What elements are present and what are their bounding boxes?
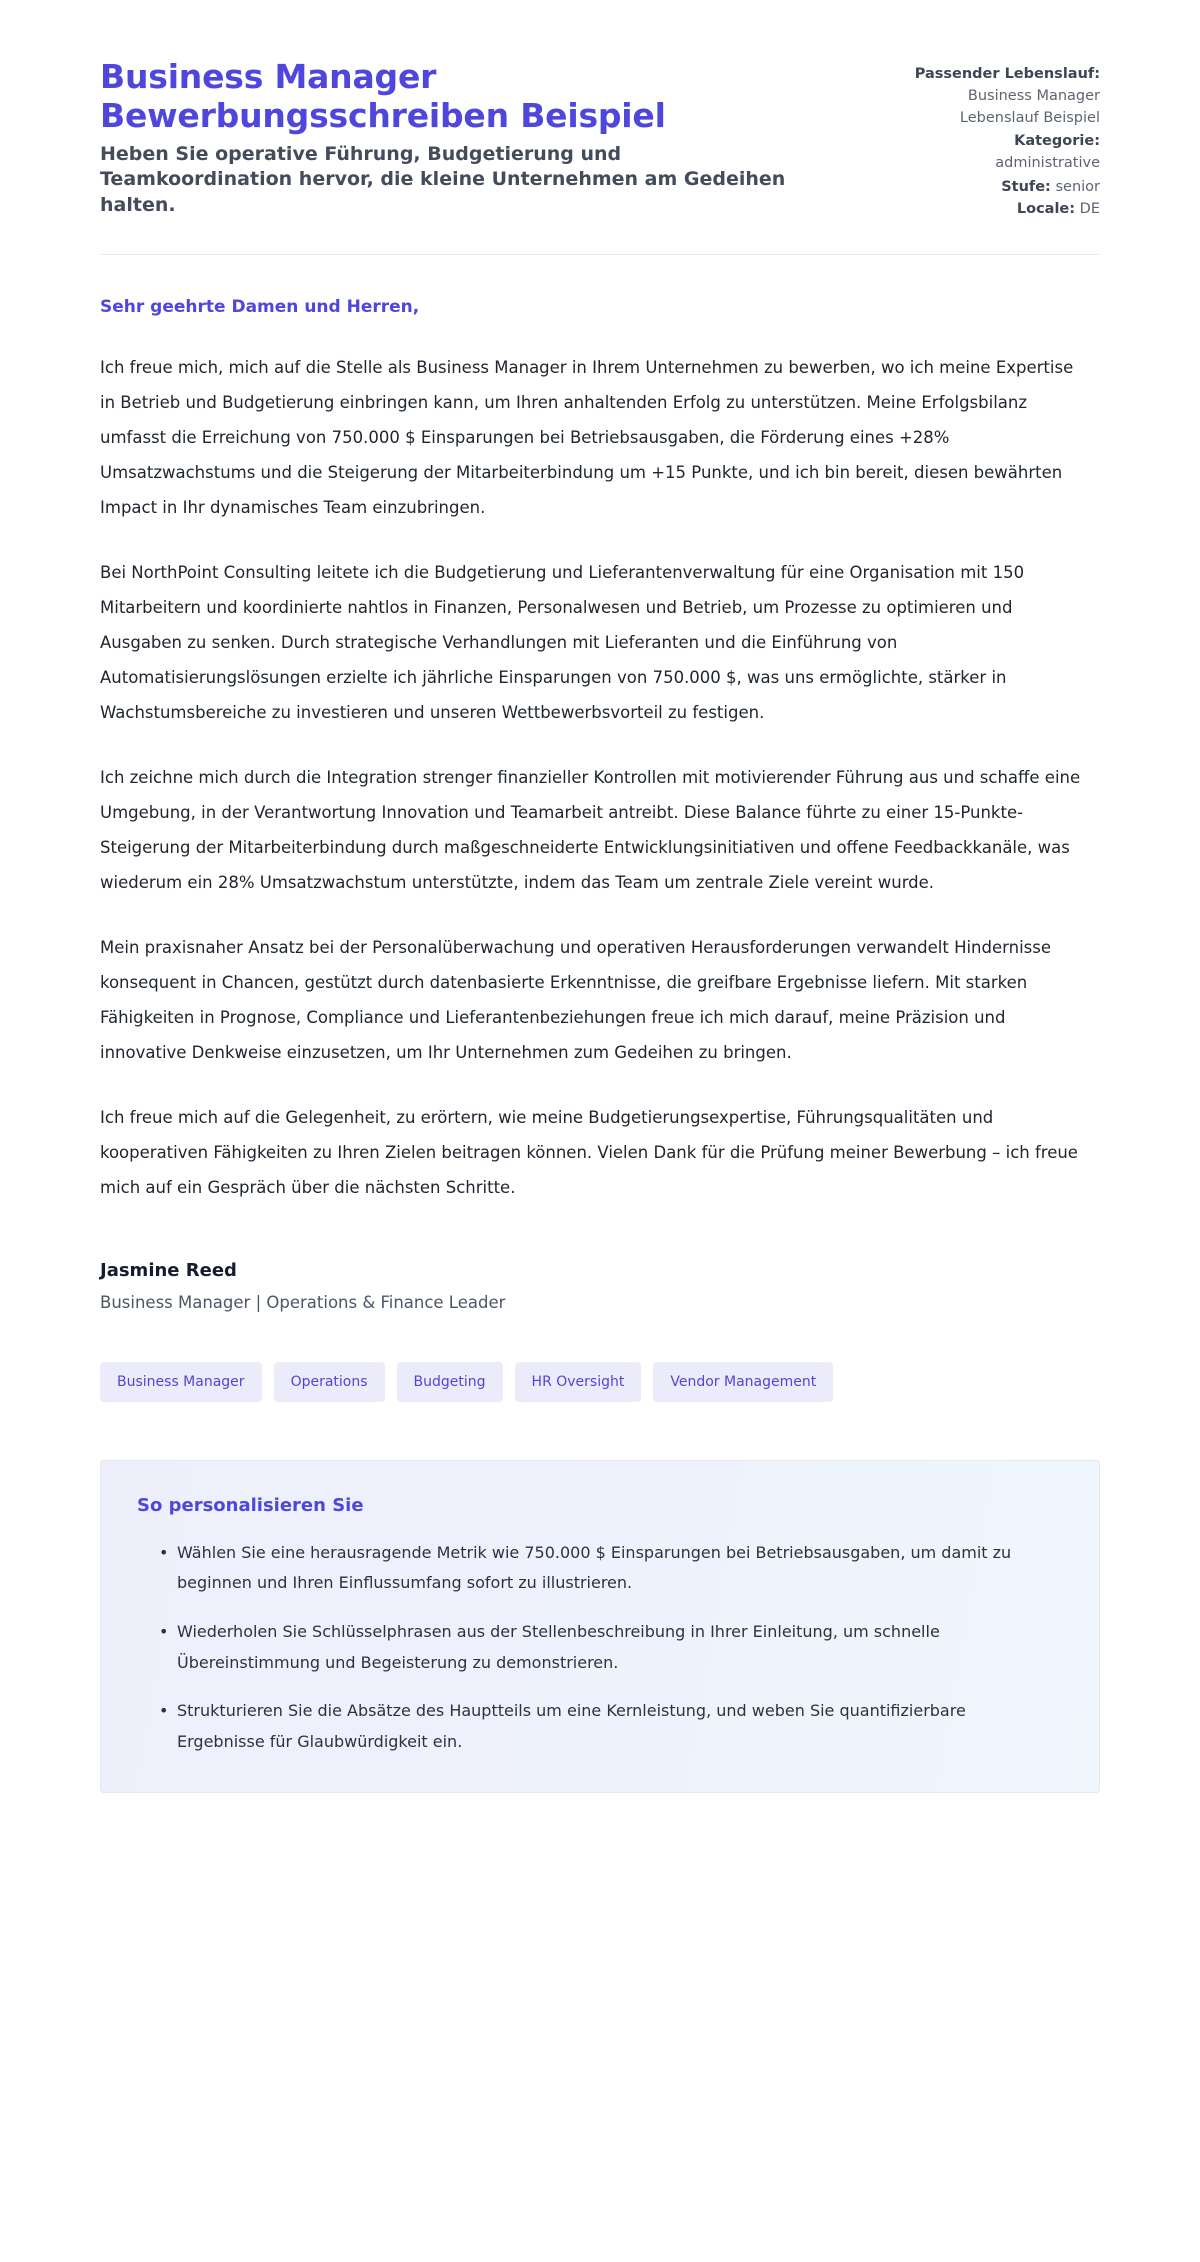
meta-resume-value-line1: Business Manager bbox=[967, 87, 1100, 104]
signature-name: Jasmine Reed bbox=[100, 1259, 237, 1281]
tag-chip[interactable]: Vendor Management bbox=[653, 1362, 833, 1402]
meta-category bbox=[840, 131, 1100, 175]
callout-tip-item: • Wählen Sie eine herausragende Metrik wie 750.000 $ Einsparungen bei Betriebsausgaben, um damit zu beginnen und Ihren Einflussumfang sofort zu illustrieren. bbox=[159, 1538, 1039, 1599]
callout-tip-item: • Strukturieren Sie die Absätze des Hauptteils um eine Kernleistung, und weben Sie quantifizierbare Ergebnisse für Glaubwürdigkeit ein. bbox=[159, 1696, 1039, 1757]
letter-paragraph: Ich freue mich auf die Gelegenheit, zu erörtern, wie meine Budgetierungsexpertise, Führungsqualitäten und kooperativen Fähigkeiten zu Ihren Zielen beitragen können. Vielen Dank für die Prüfung meiner Bewerbung – ich freue mich auf ein Gespräch über die nächsten Schritte. bbox=[100, 1107, 1078, 1197]
letter-paragraph: Bei NorthPoint Consulting leitete ich die Budgetierung und Lieferantenverwaltung für eine Organisation mit 150 Mitarbeitern und koordinierte nahtlos in Finanzen, Personalwesen und Betrieb, um Prozesse zu optimieren und Ausgaben zu senken. Durch strategische Verhandlungen mit Lieferanten und die Einführung von Automatisierungslösungen erzielte ich jährliche Einsparungen von 750.000 $, was uns ermöglichte, stärker in Wachstumsbereiche zu investieren und unseren Wettbewerbsvorteil zu festigen. bbox=[100, 563, 1025, 722]
page-title-line2: Bewerbungsschreiben Beispiel bbox=[100, 95, 666, 135]
meta-matching-resume bbox=[840, 64, 1100, 129]
tag-list bbox=[100, 1312, 1100, 1402]
callout-tip-item: • Wiederholen Sie Schlüsselphrasen aus der Stellenbeschreibung in Ihrer Einleitung, um schnelle Übereinstimmung und Begeisterung zu demonstrieren. bbox=[159, 1617, 1039, 1678]
meta-level-value: senior bbox=[1055, 178, 1100, 195]
callout-tip-list bbox=[137, 1538, 1061, 1758]
meta-locale bbox=[840, 199, 1100, 221]
tag-chip[interactable]: Business Manager bbox=[100, 1362, 262, 1402]
tag-chip[interactable]: Operations bbox=[274, 1362, 385, 1402]
meta-resume-value-line2: Lebenslauf Beispiel bbox=[959, 109, 1100, 126]
meta-category-value: administrative bbox=[995, 155, 1100, 171]
page-title bbox=[100, 58, 800, 136]
page-subtitle: Heben Sie operative Führung, Budgetierung und Teamkoordination hervor, die kleine Unternehmen am Gedeihen halten. bbox=[100, 142, 786, 216]
callout-title: So personalisieren Sie bbox=[137, 1494, 364, 1516]
letter-paragraph: Ich freue mich, mich auf die Stelle als Business Manager in Ihrem Unternehmen zu bewerben, wo ich meine Expertise in Betrieb und Budgetierung einbringen kann, um Ihren anhaltenden Erfolg zu unterstützen. Meine Erfolgsbilanz umfasst die Erreichung von 750.000 $ Einsparungen bei Betriebsausgaben, die Förderung eines +28% Umsatzwachstums und die Steigerung der Mitarbeiterbindung um +15 Punkte, und ich bin bereit, diesen bewährten Impact in Ihr dynamisches Team einzubringen. bbox=[100, 358, 1074, 518]
meta-locale-value: DE bbox=[1079, 200, 1100, 217]
personalization-callout bbox=[100, 1460, 1100, 1793]
tag-chip[interactable]: HR Oversight bbox=[515, 1362, 642, 1402]
meta-locale-label: Locale: bbox=[1016, 200, 1076, 217]
signature-block bbox=[100, 1206, 1100, 1312]
meta-resume-label: Passender Lebenslauf: bbox=[914, 66, 1100, 82]
page-header bbox=[100, 0, 1100, 220]
letter-paragraph: Ich zeichne mich durch die Integration strenger finanzieller Kontrollen mit motivierender Führung aus und schaffe eine Umgebung, in der Verantwortung Innovation und Teamarbeit antreibt. Diese Balance führte zu einer 15-Punkte-Steigerung der Mitarbeiterbindung durch maßgeschneiderte Entwicklungsinitiativen und offene Feedbackkanäle, was wiederum ein 28% Umsatzwachstum unterstützte, indem das Team um zentrale Ziele vereint wurde. bbox=[100, 767, 1081, 892]
letter-body bbox=[100, 255, 1100, 1205]
header-title-block bbox=[100, 58, 800, 218]
header-metadata bbox=[840, 58, 1100, 220]
letter-salutation: Sehr geehrte Damen und Herren, bbox=[100, 297, 420, 318]
letter-paragraph: Mein praxisnaher Ansatz bei der Personalüberwachung und operativen Herausforderungen verwandelt Hindernisse konsequent in Chancen, gestützt durch datenbasierte Erkenntnisse, die greifbare Ergebnisse liefern. Mit starken Fähigkeiten in Prognose, Compliance und Lieferantenbeziehungen freue ich mich darauf, meine Präzision und innovative Denkweise einzusetzen, um Ihr Unternehmen zum Gedeihen zu bringen. bbox=[100, 937, 1052, 1062]
tag-chip[interactable]: Budgeting bbox=[397, 1362, 503, 1402]
meta-category-label: Kategorie: bbox=[1014, 133, 1100, 150]
page-title-line1: Business Manager bbox=[100, 57, 437, 96]
meta-level-label: Stufe: bbox=[1001, 178, 1051, 195]
meta-level bbox=[840, 177, 1100, 199]
signature-role: Business Manager | Operations & Finance Leader bbox=[100, 1292, 506, 1312]
